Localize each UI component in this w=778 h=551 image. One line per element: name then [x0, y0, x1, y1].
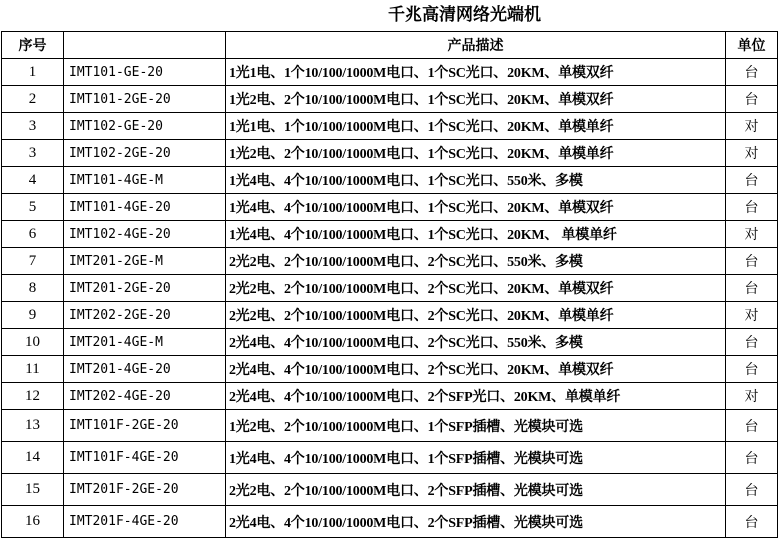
table-row — [2, 275, 778, 302]
table-row — [2, 221, 778, 248]
table-row — [2, 474, 778, 506]
row-description: 2光2电、2个10/100/1000M电口、2个SC光口、20KM、单模单纤 — [226, 302, 726, 329]
row-description: 1光2电、2个10/100/1000M电口、1个SFP插槽、光模块可选 — [226, 410, 726, 442]
row-number: 13 — [2, 410, 64, 442]
row-number: 6 — [2, 221, 64, 248]
table-row — [2, 113, 778, 140]
row-number: 16 — [2, 506, 64, 538]
row-model: IMT201F-4GE-20 — [64, 506, 226, 538]
row-number: 8 — [2, 275, 64, 302]
row-number: 11 — [2, 356, 64, 383]
row-model: IMT201-4GE-20 — [64, 356, 226, 383]
table-row — [2, 329, 778, 356]
row-model: IMT202-2GE-20 — [64, 302, 226, 329]
product-table — [1, 31, 778, 538]
row-unit: 台 — [726, 59, 778, 86]
row-number: 7 — [2, 248, 64, 275]
row-model: IMT102-GE-20 — [64, 113, 226, 140]
table-row — [2, 506, 778, 538]
row-description: 1光4电、4个10/100/1000M电口、1个SC光口、20KM、 单模单纤 — [226, 221, 726, 248]
row-model: IMT201-2GE-20 — [64, 275, 226, 302]
row-model: IMT101F-2GE-20 — [64, 410, 226, 442]
row-unit: 台 — [726, 329, 778, 356]
row-number: 14 — [2, 442, 64, 474]
row-description: 1光2电、2个10/100/1000M电口、1个SC光口、20KM、单模单纤 — [226, 140, 726, 167]
row-model: IMT102-4GE-20 — [64, 221, 226, 248]
row-model: IMT202-4GE-20 — [64, 383, 226, 410]
row-model: IMT201F-2GE-20 — [64, 474, 226, 506]
row-unit: 台 — [726, 248, 778, 275]
table-row — [2, 167, 778, 194]
row-description: 1光4电、4个10/100/1000M电口、1个SC光口、550米、多模 — [226, 167, 726, 194]
row-number: 10 — [2, 329, 64, 356]
header-desc: 产品描述 — [226, 32, 726, 59]
table-row — [2, 383, 778, 410]
row-unit: 对 — [726, 140, 778, 167]
sheet-title: 千兆高清网络光端机 — [388, 5, 541, 25]
table-row — [2, 356, 778, 383]
table-row — [2, 86, 778, 113]
row-description: 2光2电、2个10/100/1000M电口、2个SC光口、550米、多模 — [226, 248, 726, 275]
row-unit: 台 — [726, 275, 778, 302]
table-row — [2, 140, 778, 167]
row-description: 2光4电、4个10/100/1000M电口、2个SC光口、550米、多模 — [226, 329, 726, 356]
table-row — [2, 248, 778, 275]
table-row — [2, 442, 778, 474]
row-unit: 台 — [726, 410, 778, 442]
row-number: 4 — [2, 167, 64, 194]
row-model: IMT101-GE-20 — [64, 59, 226, 86]
row-unit: 对 — [726, 302, 778, 329]
row-model: IMT101F-4GE-20 — [64, 442, 226, 474]
row-model: IMT201-4GE-M — [64, 329, 226, 356]
table-row — [2, 59, 778, 86]
row-unit: 对 — [726, 113, 778, 140]
row-model: IMT102-2GE-20 — [64, 140, 226, 167]
row-number: 3 — [2, 140, 64, 167]
row-model: IMT101-2GE-20 — [64, 86, 226, 113]
row-unit: 对 — [726, 383, 778, 410]
row-unit: 台 — [726, 86, 778, 113]
row-description: 2光2电、2个10/100/1000M电口、2个SC光口、20KM、单模双纤 — [226, 275, 726, 302]
header-no: 序号 — [2, 32, 64, 59]
row-unit: 台 — [726, 356, 778, 383]
row-model: IMT201-2GE-M — [64, 248, 226, 275]
row-number: 15 — [2, 474, 64, 506]
row-description: 2光4电、4个10/100/1000M电口、2个SFP插槽、光模块可选 — [226, 506, 726, 538]
row-model: IMT101-4GE-20 — [64, 194, 226, 221]
table-row — [2, 410, 778, 442]
table-row — [2, 194, 778, 221]
row-model: IMT101-4GE-M — [64, 167, 226, 194]
table-row — [2, 302, 778, 329]
header-row — [2, 32, 778, 59]
row-unit: 台 — [726, 167, 778, 194]
row-number: 9 — [2, 302, 64, 329]
row-unit: 对 — [726, 221, 778, 248]
row-description: 1光4电、4个10/100/1000M电口、1个SC光口、20KM、单模双纤 — [226, 194, 726, 221]
row-description: 1光1电、1个10/100/1000M电口、1个SC光口、20KM、单模双纤 — [226, 59, 726, 86]
row-unit: 台 — [726, 474, 778, 506]
row-number: 1 — [2, 59, 64, 86]
row-description: 2光4电、4个10/100/1000M电口、2个SFP光口、20KM、单模单纤 — [226, 383, 726, 410]
header-model — [64, 32, 226, 59]
row-description: 1光2电、2个10/100/1000M电口、1个SC光口、20KM、单模双纤 — [226, 86, 726, 113]
row-number: 2 — [2, 86, 64, 113]
row-description: 2光4电、4个10/100/1000M电口、2个SC光口、20KM、单模双纤 — [226, 356, 726, 383]
row-number: 12 — [2, 383, 64, 410]
row-number: 5 — [2, 194, 64, 221]
row-description: 2光2电、2个10/100/1000M电口、2个SFP插槽、光模块可选 — [226, 474, 726, 506]
row-description: 1光4电、4个10/100/1000M电口、1个SFP插槽、光模块可选 — [226, 442, 726, 474]
header-unit: 单位 — [726, 32, 778, 59]
row-number: 3 — [2, 113, 64, 140]
row-unit: 台 — [726, 194, 778, 221]
row-unit: 台 — [726, 442, 778, 474]
row-description: 1光1电、1个10/100/1000M电口、1个SC光口、20KM、单模单纤 — [226, 113, 726, 140]
row-unit: 台 — [726, 506, 778, 538]
